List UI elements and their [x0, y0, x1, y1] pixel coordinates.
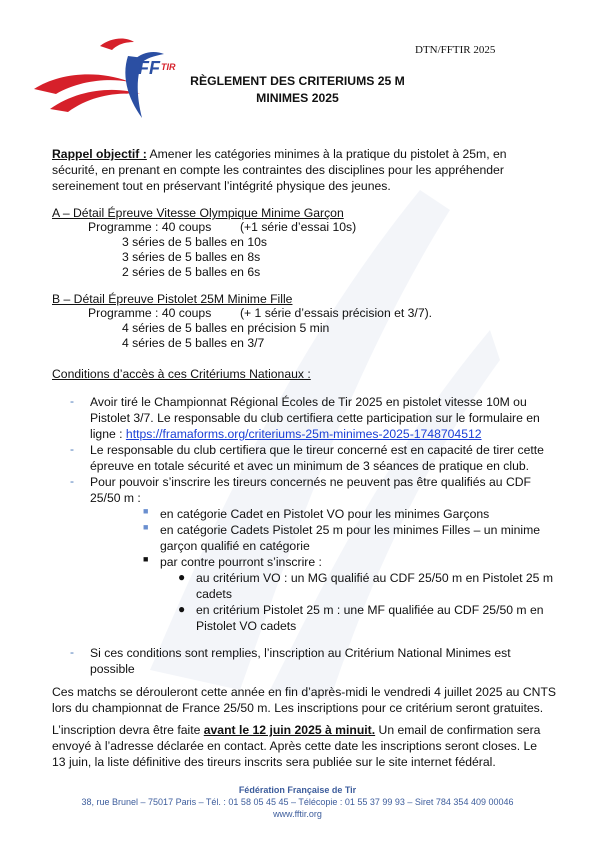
conditions-heading: Conditions d’accès à ces Critériums Nationaux : — [52, 367, 311, 381]
dash-bullet-icon: - — [70, 474, 74, 488]
section-a-serie-3: 2 séries de 5 balles en 6s — [122, 265, 261, 279]
condition-3-line-1: Pour pouvoir s’inscrire les tireurs concernés ne peuvent pas être qualifiés au CDF — [90, 475, 531, 489]
sub-condition-3: par contre pourront s’inscrire : — [160, 555, 322, 569]
section-b-serie-2: 4 séries de 5 balles en 3/7 — [122, 336, 265, 350]
registration-line-1: L’inscription devra être faite avant le 12 juin 2025 à minuit. Un email de confirmation sera — [52, 723, 541, 737]
footer-organization: Fédération Française de Tir — [238, 785, 357, 795]
condition-2-line-2: épreuve en totale sécurité et avec un minimum de 3 séances de pratique en club. — [90, 459, 530, 473]
square-bullet-icon: ■ — [143, 506, 149, 516]
document-reference: DTN/FFTIR 2025 — [415, 44, 496, 56]
matches-line-2: lors du championnat de France 25/50 m. Les inscriptions pour ce critérium seront gratuites. — [52, 701, 544, 715]
objective-line-3: sereinement tout en préservant l’intégrité physique des jeunes. — [52, 179, 391, 193]
sub-condition-1: en catégorie Cadet en Pistolet VO pour les minimes Garçons — [160, 507, 490, 521]
condition-1-line-3: ligne : https://framaforms.org/criteriums-25m-minimes-2025-1748704512 — [90, 427, 482, 441]
section-a-serie-2: 3 séries de 5 balles en 8s — [122, 250, 261, 264]
section-a-heading: A – Détail Épreuve Vitesse Olympique Minime Garçon — [52, 206, 344, 220]
objective-line-1: Rappel objectif : Amener les catégories minimes à la pratique du pistolet à 25m, en — [52, 147, 507, 161]
section-a-serie-1: 3 séries de 5 balles en 10s — [122, 235, 267, 249]
square-bullet-icon: ■ — [143, 522, 149, 532]
sub-sub-condition-1-line-1: au critérium VO : un MG qualifié au CDF 25/50 m en Pistolet 25 m — [196, 571, 553, 585]
condition-3-line-2: 25/50 m : — [90, 491, 141, 505]
framaforms-link[interactable]: https://framaforms.org/criteriums-25m-minimes-2025-1748704512 — [125, 427, 482, 441]
registration-line-3: 13 juin, la liste définitive des tireurs inscrits sera publiée sur le site internet fédéral. — [52, 755, 496, 769]
condition-1-line-2: Pistolet 3/7. Le responsable du club certifiera cette participation sur le formulaire en — [90, 411, 540, 425]
footer-website[interactable]: www.fftir.org — [273, 809, 322, 819]
section-a-essai: (+1 série d’essai 10s) — [240, 220, 357, 234]
svg-text:TIR: TIR — [161, 62, 176, 72]
footer-address: 38, rue Brunel – 75017 Paris – Tél. : 01 58 05 45 45 – Télécopie : 01 55 37 99 93 – Siret 784 354 409 00046 — [81, 797, 514, 807]
section-b-essai: (+ 1 série d’essais précision et 3/7). — [240, 306, 433, 320]
dot-bullet-icon: ● — [178, 602, 186, 616]
section-a-programme: Programme : 40 coups — [88, 220, 212, 234]
condition-1-line-1: Avoir tiré le Championnat Régional Écoles de Tir 2025 en pistolet vitesse 10M ou — [90, 395, 527, 409]
section-b-serie-1: 4 séries de 5 balles en précision 5 min — [122, 321, 330, 335]
objective-line-2: sécurité, en prenant en compte les contraintes des disciplines pour les appréhender — [52, 163, 504, 177]
svg-text:FF: FF — [138, 58, 160, 78]
matches-line-1: Ces matchs se dérouleront cette année en fin d’après-midi le vendredi 4 juillet 2025 au CNTS — [52, 685, 557, 699]
dash-bullet-icon: - — [70, 645, 74, 659]
objective-label: Rappel objectif : — [52, 147, 147, 161]
dot-bullet-icon: ● — [178, 570, 186, 584]
title-line-2: MINIMES 2025 — [256, 91, 339, 105]
registration-line-2: envoyé à l’adresse déclarée en contact. Après cette date les inscriptions seront closes. Le — [52, 739, 538, 753]
dash-bullet-icon: - — [70, 442, 74, 456]
condition-4-line-1: Si ces conditions sont remplies, l’inscription au Critérium National Minimes est — [90, 646, 511, 660]
sub-sub-condition-2-line-1: en critérium Pistolet 25 m : une MF qualifiée au CDF 25/50 m en — [196, 603, 544, 617]
sub-condition-2-line-2: garçon qualifié en catégorie — [160, 539, 310, 553]
title-line-1: RÈGLEMENT DES CRITERIUMS 25 M — [190, 74, 405, 88]
dash-bullet-icon: - — [70, 394, 74, 408]
registration-deadline: avant le 12 juin 2025 à minuit. — [203, 723, 376, 737]
condition-4-line-2: possible — [90, 662, 135, 676]
sub-condition-2-line-1: en catégorie Cadets Pistolet 25 m pour les minimes Filles – un minime — [160, 523, 541, 537]
square-bullet-icon: ■ — [143, 554, 149, 564]
sub-sub-condition-2-line-2: Pistolet VO cadets — [196, 619, 297, 633]
section-b-programme: Programme : 40 coups — [88, 306, 212, 320]
section-b-heading: B – Détail Épreuve Pistolet 25M Minime Fille — [52, 292, 293, 306]
condition-2-line-1: Le responsable du club certifiera que le tireur concerné est en capacité de tirer cette — [90, 443, 544, 457]
document-title — [0, 73, 595, 107]
sub-sub-condition-1-line-2: cadets — [196, 587, 232, 601]
